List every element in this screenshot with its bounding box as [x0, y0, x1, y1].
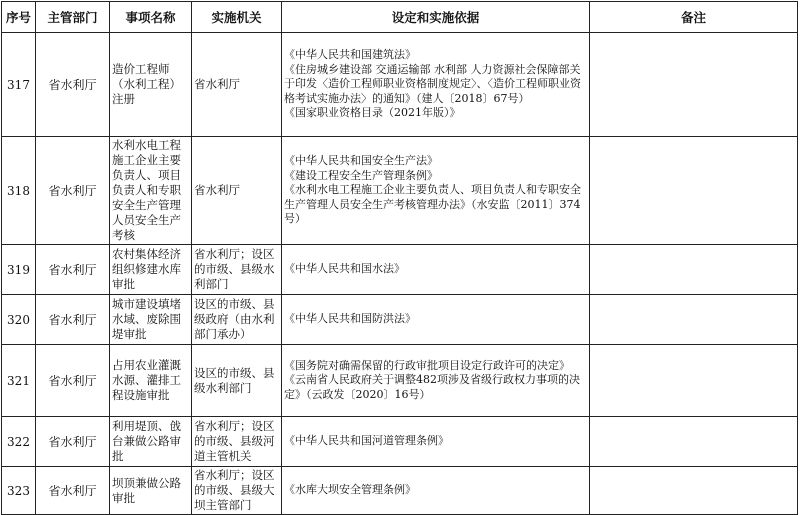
basis-line: 《中华人民共和国安全生产法》 — [284, 154, 438, 168]
basis-line: 《中华人民共和国河道管理条例》 — [284, 434, 449, 448]
row-number: 322 — [2, 417, 36, 467]
row-basis — [282, 345, 590, 417]
row-item-name: 占用农业灌溉水源、灌排工程设施审批 — [110, 345, 192, 417]
basis-line: 《水利水电工程施工企业主要负责人、项目负责人和专职安全生产管理人员安全生产考核管理办法》（水安监〔2011〕374号） — [284, 183, 581, 226]
row-item-name: 城市建设填堵水域、废除围堤审批 — [110, 295, 192, 345]
row-basis — [282, 295, 590, 345]
row-department: 省水利厅 — [36, 33, 110, 137]
row-number: 319 — [2, 245, 36, 295]
header-name: 事项名称 — [110, 2, 192, 33]
basis-line: 《国务院对确需保留的行政审批项目设定行政许可的决定》 — [284, 358, 570, 372]
items-table — [1, 1, 798, 515]
row-item-name: 利用堤顶、戗台兼做公路审批 — [110, 417, 192, 467]
row-note — [590, 137, 798, 245]
table-row — [2, 467, 798, 515]
row-note — [590, 467, 798, 515]
row-number: 323 — [2, 467, 36, 515]
row-basis — [282, 33, 590, 137]
header-org: 实施机关 — [192, 2, 282, 33]
header-basis: 设定和实施依据 — [282, 2, 590, 33]
row-basis — [282, 245, 590, 295]
basis-line: 《建设工程安全生产管理条例》 — [284, 168, 438, 182]
row-number: 320 — [2, 295, 36, 345]
basis-line: 《中华人民共和国水法》 — [284, 262, 405, 276]
row-department: 省水利厅 — [36, 345, 110, 417]
row-agency: 设区的市级、县级水利部门 — [192, 345, 282, 417]
row-number: 318 — [2, 137, 36, 245]
row-note — [590, 295, 798, 345]
table-row — [2, 295, 798, 345]
header-row — [2, 2, 798, 33]
table-row — [2, 345, 798, 417]
row-number: 321 — [2, 345, 36, 417]
row-agency: 省水利厅 — [192, 33, 282, 137]
basis-line: 《中华人民共和国建筑法》 — [284, 48, 416, 62]
row-basis — [282, 467, 590, 515]
row-department: 省水利厅 — [36, 137, 110, 245]
row-agency: 省水利厅 — [192, 137, 282, 245]
row-department: 省水利厅 — [36, 417, 110, 467]
header-note: 备注 — [590, 2, 798, 33]
basis-line: 《中华人民共和国防洪法》 — [284, 312, 416, 326]
row-item-name: 造价工程师（水利工程）注册 — [110, 33, 192, 137]
row-agency: 省水利厅；设区的市级、县级大坝主管部门 — [192, 467, 282, 515]
row-basis — [282, 137, 590, 245]
row-note — [590, 345, 798, 417]
row-agency: 省水利厅；设区的市级、县级河道主管机关 — [192, 417, 282, 467]
row-item-name: 坝顶兼做公路审批 — [110, 467, 192, 515]
row-agency: 省水利厅；设区的市级、县级水利部门 — [192, 245, 282, 295]
table-row — [2, 417, 798, 467]
basis-line: 《住房城乡建设部 交通运输部 水利部 人力资源社会保障部关于印发〈造价工程师职业资格制度规定〉、〈造价工程师职业资格考试实施办法〉的通知》（建人〔2018〕67号） — [284, 62, 581, 105]
row-note — [590, 33, 798, 137]
row-number: 317 — [2, 33, 36, 137]
basis-line: 《云南省人民政府关于调整482项涉及省级行政权力事项的决定》（云政发〔2020〕16号） — [284, 373, 580, 401]
table-row — [2, 245, 798, 295]
header-num: 序号 — [2, 2, 36, 33]
row-item-name: 水利水电工程施工企业主要负责人、项目负责人和专职安全生产管理人员安全生产考核 — [110, 137, 192, 245]
row-agency: 设区的市级、县级政府（由水利部门承办） — [192, 295, 282, 345]
basis-line: 《国家职业资格目录（2021年版）》 — [284, 106, 461, 120]
row-note — [590, 245, 798, 295]
header-dept: 主管部门 — [36, 2, 110, 33]
row-department: 省水利厅 — [36, 295, 110, 345]
row-basis — [282, 417, 590, 467]
row-department: 省水利厅 — [36, 245, 110, 295]
basis-line: 《水库大坝安全管理条例》 — [284, 483, 416, 497]
row-note — [590, 417, 798, 467]
table-row — [2, 137, 798, 245]
row-department: 省水利厅 — [36, 467, 110, 515]
table-row — [2, 33, 798, 137]
row-item-name: 农村集体经济组织修建水库审批 — [110, 245, 192, 295]
